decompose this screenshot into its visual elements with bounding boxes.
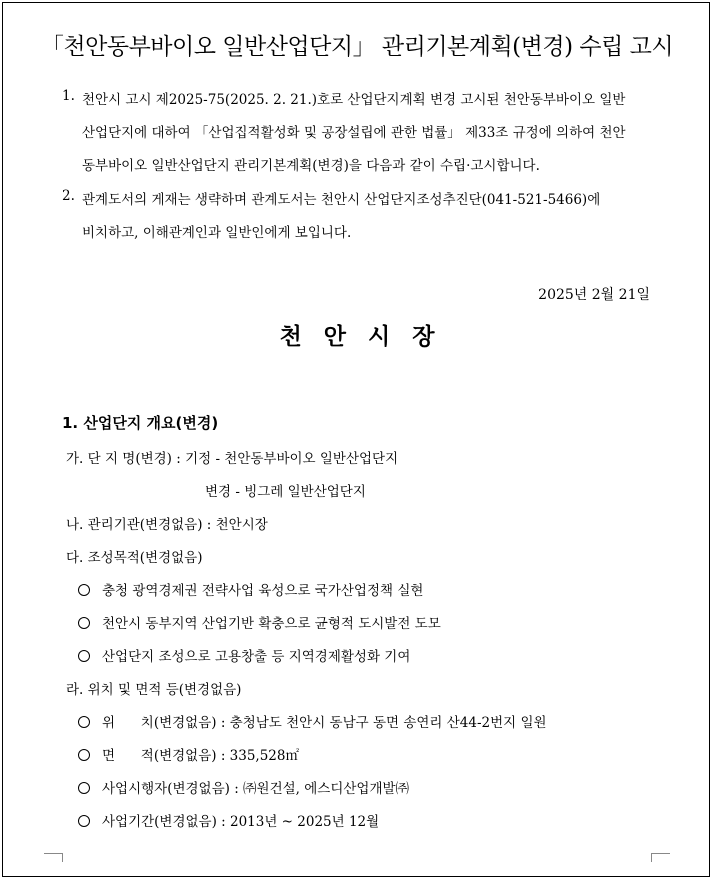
paragraph-1-line-3: 동부바이오 일반산업단지 관리기본계획(변경)을 다음과 같이 수립·고시합니다. [82, 158, 540, 174]
list-item [78, 777, 409, 797]
item-text: 충청 광역경제권 전략사업 육성으로 국가산업정책 실현 [102, 583, 424, 599]
list-item [66, 513, 268, 533]
item-text: 사업기간(변경없음) : 2013년 ~ 2025년 12월 [102, 814, 380, 830]
list-item [78, 744, 299, 764]
paragraph-1-number: 1. [62, 88, 75, 104]
list-item [66, 447, 398, 467]
item-text: 산업단지 조성으로 고용창출 등 지역경제활성화 기여 [102, 649, 411, 665]
notice-date: 2025년 2월 21일 [538, 287, 650, 303]
paragraph-2-line-2: 비치하고, 이해관계인과 일반인에게 보입니다. [82, 225, 352, 241]
paragraph-2-number: 2. [62, 188, 75, 204]
item-text: 면 적(변경없음) : 335,528㎡ [102, 748, 299, 764]
list-item [66, 678, 241, 698]
crop-mark-right [651, 853, 670, 862]
list-item [78, 579, 423, 599]
item-text: 위 치(변경없음) : 충청남도 천안시 동남구 동면 송연리 산44-2번지 일원 [102, 715, 547, 731]
paragraph-1-line-1: 천안시 고시 제2025-75(2025. 2. 21.)호로 산업단지계획 변경 고시된 천안동부바이오 일반 [82, 92, 626, 108]
item-text: 다. 조성목적(변경없음) [66, 550, 203, 566]
item-text: 천안시 동부지역 산업기반 확충으로 균형적 도시발전 도모 [102, 616, 441, 632]
item-text: 가. 단 지 명(변경) : 기정 - 천안동부바이오 일반산업단지 [66, 451, 399, 467]
list-item [66, 546, 203, 566]
circle-bullet-icon [78, 716, 90, 728]
list-item [78, 612, 441, 632]
circle-bullet-icon [78, 584, 90, 596]
list-item [78, 711, 547, 731]
list-item [78, 810, 379, 830]
list-item [205, 480, 366, 500]
circle-bullet-icon [78, 617, 90, 629]
notice-title: 「천안동부바이오 일반산업단지」 관리기본계획(변경) 수립 고시 [40, 34, 674, 60]
crop-mark-left [44, 853, 63, 862]
list-item [78, 645, 410, 665]
paragraph-1-line-2: 산업단지에 대하여 「산업집적활성화 및 공장설립에 관한 법률」 제33조 규정에 의하여 천안 [82, 125, 626, 141]
circle-bullet-icon [78, 782, 90, 794]
paragraph-2-line-1: 관계도서의 게재는 생략하며 관계도서는 천안시 산업단지조성추진단(041-521-5466)에 [82, 192, 601, 208]
circle-bullet-icon [78, 815, 90, 827]
section-title: 1. 산업단지 개요(변경) [62, 414, 219, 432]
circle-bullet-icon [78, 650, 90, 662]
item-text: 나. 관리기관(변경없음) : 천안시장 [66, 517, 268, 533]
circle-bullet-icon [78, 749, 90, 761]
issuer-name: 천안시장 [279, 324, 457, 350]
item-text: 라. 위치 및 면적 등(변경없음) [66, 682, 242, 698]
item-text: 변경 - 빙그레 일반산업단지 [205, 484, 366, 500]
item-text: 사업시행자(변경없음) : ㈜원건설, 에스디산업개발㈜ [102, 781, 410, 797]
